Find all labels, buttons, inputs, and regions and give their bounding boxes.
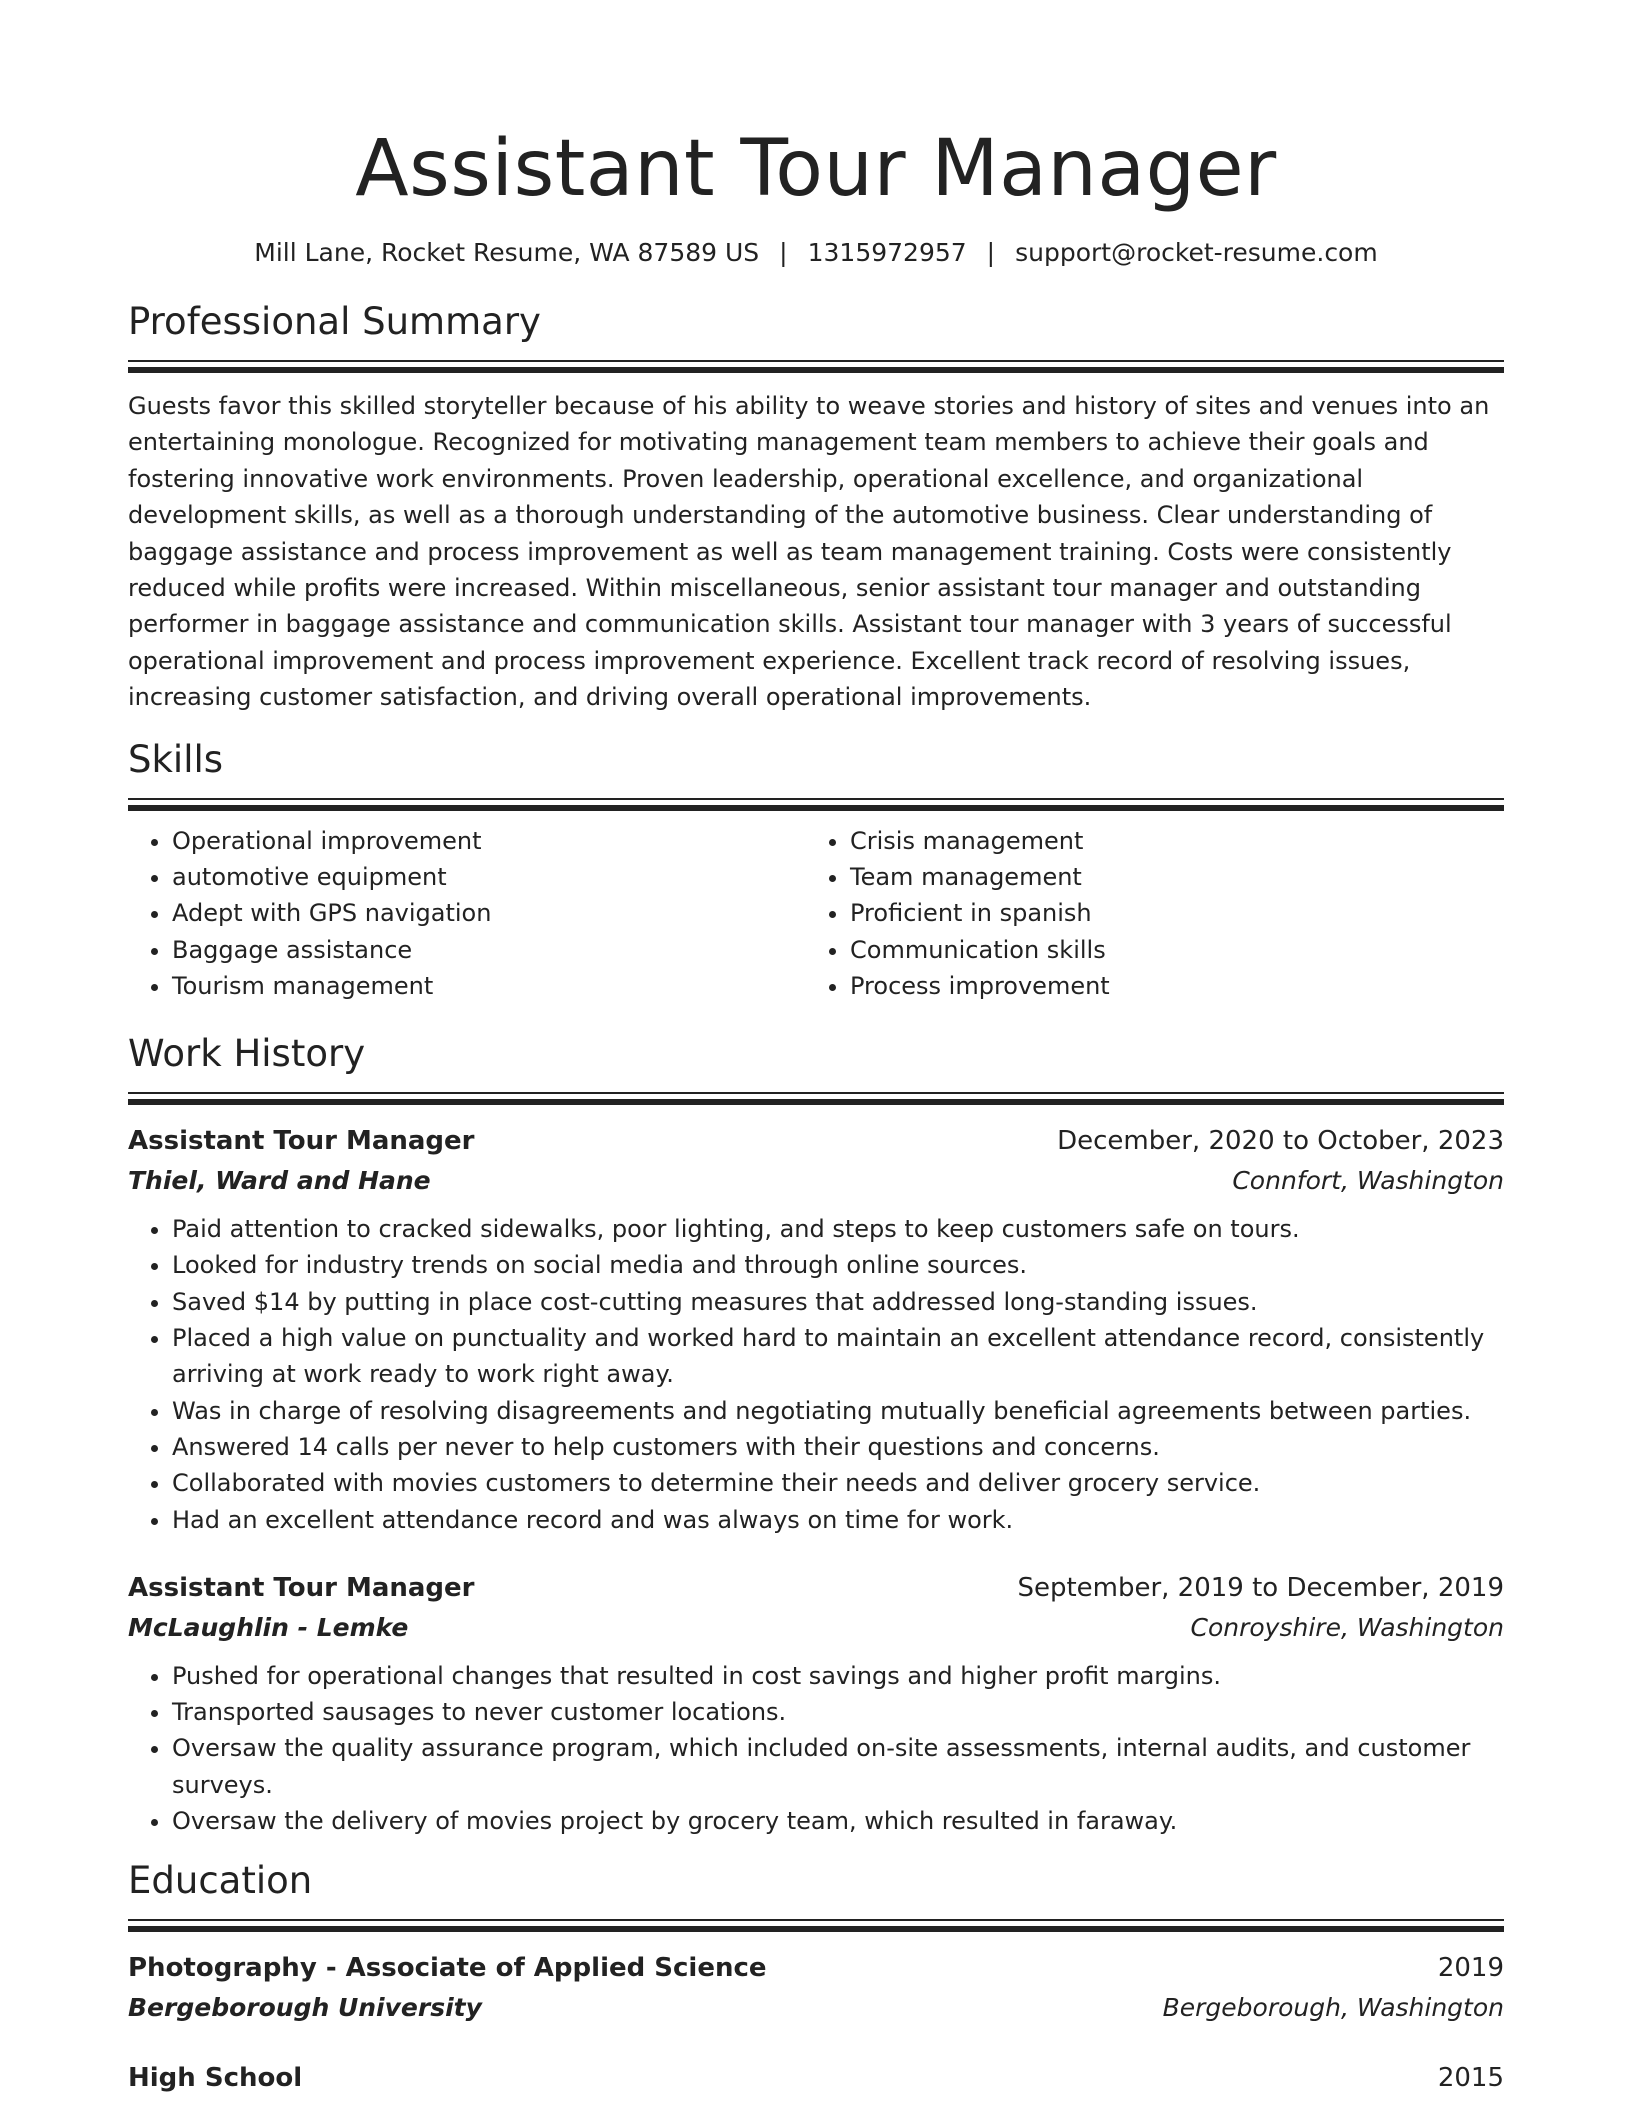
job-subheader	[128, 1161, 1504, 1201]
section-divider	[128, 360, 1504, 373]
resume-page	[128, 0, 1504, 2098]
job-bullet: • Placed a high value on punctuality and worked hard to maintain an excellent attendance record, consistently arriving at work ready to work right away.	[172, 1320, 1504, 1393]
contact-line	[128, 238, 1504, 268]
job-header	[128, 1568, 1504, 1608]
contact-phone: 1315972957	[807, 238, 967, 267]
job-bullets	[128, 1658, 1504, 1839]
education-header	[128, 1948, 1504, 1988]
section-divider	[128, 1092, 1504, 1105]
education-degree: High School	[128, 2063, 303, 2094]
education-year: 2019	[1437, 1953, 1504, 1984]
education-section	[128, 1859, 1504, 2098]
job-bullet: • Transported sausages to never customer locations.	[172, 1694, 1504, 1730]
skill-item: • Crisis management	[850, 823, 1484, 859]
skill-item: • automotive equipment	[172, 859, 806, 895]
skill-item: • Team management	[850, 859, 1484, 895]
contact-address: Mill Lane, Rocket Resume, WA 87589 US	[254, 238, 760, 267]
job-subheader	[128, 1608, 1504, 1648]
skills-left-column	[128, 823, 806, 1004]
resume-name: Assistant Tour Manager	[355, 124, 1277, 214]
education-school: Bergeborough University	[128, 1993, 482, 2023]
job-bullets	[128, 1211, 1504, 1538]
section-divider	[128, 1919, 1504, 1932]
job-bullet: • Oversaw the delivery of movies project by grocery team, which resulted in faraway.	[172, 1803, 1504, 1839]
job-bullet: • Saved $14 by putting in place cost-cutting measures that addressed long-standing issues.	[172, 1284, 1504, 1320]
job-company: McLaughlin - Lemke	[128, 1612, 409, 1642]
skills-columns	[128, 823, 1504, 1004]
skill-item: • Process improvement	[850, 968, 1484, 1004]
summary-section	[128, 300, 1504, 716]
skills-right-column	[806, 823, 1484, 1004]
work-heading: Work History	[128, 1032, 366, 1076]
education-year: 2015	[1437, 2063, 1504, 2094]
contact-separator: |	[986, 238, 996, 267]
skill-item: • Adept with GPS navigation	[172, 895, 806, 931]
job-entry	[128, 1568, 1504, 1839]
skill-item: • Operational improvement	[172, 823, 806, 859]
job-bullet: • Was in charge of resolving disagreements and negotiating mutually beneficial agreements between parties.	[172, 1393, 1504, 1429]
job-entry	[128, 1121, 1504, 1538]
job-bullet: • Paid attention to cracked sidewalks, poor lighting, and steps to keep customers safe on tours.	[172, 1211, 1504, 1247]
summary-heading: Professional Summary	[128, 300, 541, 343]
job-location: Conroyshire, Washington	[1190, 1612, 1504, 1642]
job-bullet: • Looked for industry trends on social media and through online sources.	[172, 1247, 1504, 1283]
job-bullet: • Collaborated with movies customers to determine their needs and deliver grocery service.	[172, 1465, 1504, 1501]
job-header	[128, 1121, 1504, 1161]
skill-item: • Communication skills	[850, 932, 1484, 968]
education-entry	[128, 1948, 1504, 2028]
skills-heading: Skills	[128, 737, 224, 781]
education-degree: Photography - Associate of Applied Science	[128, 1953, 767, 1984]
job-location: Connfort, Washington	[1232, 1166, 1504, 1196]
skill-item: • Proficient in spanish	[850, 895, 1484, 931]
job-dates: September, 2019 to December, 2019	[1017, 1572, 1504, 1603]
education-heading: Education	[128, 1859, 313, 1903]
skill-item: • Baggage assistance	[172, 932, 806, 968]
job-bullet: • Pushed for operational changes that resulted in cost savings and higher profit margins.	[172, 1658, 1504, 1694]
section-divider	[128, 798, 1504, 811]
job-bullet: • Had an excellent attendance record and was always on time for work.	[172, 1502, 1504, 1538]
skills-section	[128, 738, 1504, 1004]
education-header	[128, 2058, 1504, 2098]
job-bullet: • Oversaw the quality assurance program, which included on-site assessments, internal audits, and customer surveys.	[172, 1730, 1504, 1803]
job-bullet: • Answered 14 calls per never to help customers with their questions and concerns.	[172, 1429, 1504, 1465]
contact-separator: |	[779, 238, 788, 267]
education-entry	[128, 2058, 1504, 2098]
contact-email[interactable]: support@rocket-resume.com	[1015, 238, 1378, 267]
job-title: Assistant Tour Manager	[128, 1126, 475, 1157]
job-dates: December, 2020 to October, 2023	[1057, 1126, 1504, 1157]
job-title: Assistant Tour Manager	[128, 1572, 475, 1603]
work-section	[128, 1032, 1504, 1839]
job-company: Thiel, Ward and Hane	[128, 1166, 431, 1196]
summary-text: Guests favor this skilled storyteller because of his ability to weave stories and history of sites and venues into an entertaining monologue. Recognized for motivating management team members to achieve their goals and fostering innovative work environments. Proven leadership, operational excellence, and organizational development skills, as well as a thorough understanding of the automotive business. Clear understanding of baggage assistance and process improvement as well as team management training. Costs were consistently reduced while profits were increased. Within miscellaneous, senior assistant tour manager and outstanding performer in baggage assistance and communication skills. Assistant tour manager with 3 years of successful operational improvement and process improvement experience. Excellent track record of resolving issues, increasing customer satisfaction, and driving overall operational improvements.	[128, 392, 1490, 712]
skill-item: • Tourism management	[172, 968, 806, 1004]
education-location: Bergeborough, Washington	[1162, 1993, 1504, 2023]
education-subheader	[128, 1988, 1504, 2028]
